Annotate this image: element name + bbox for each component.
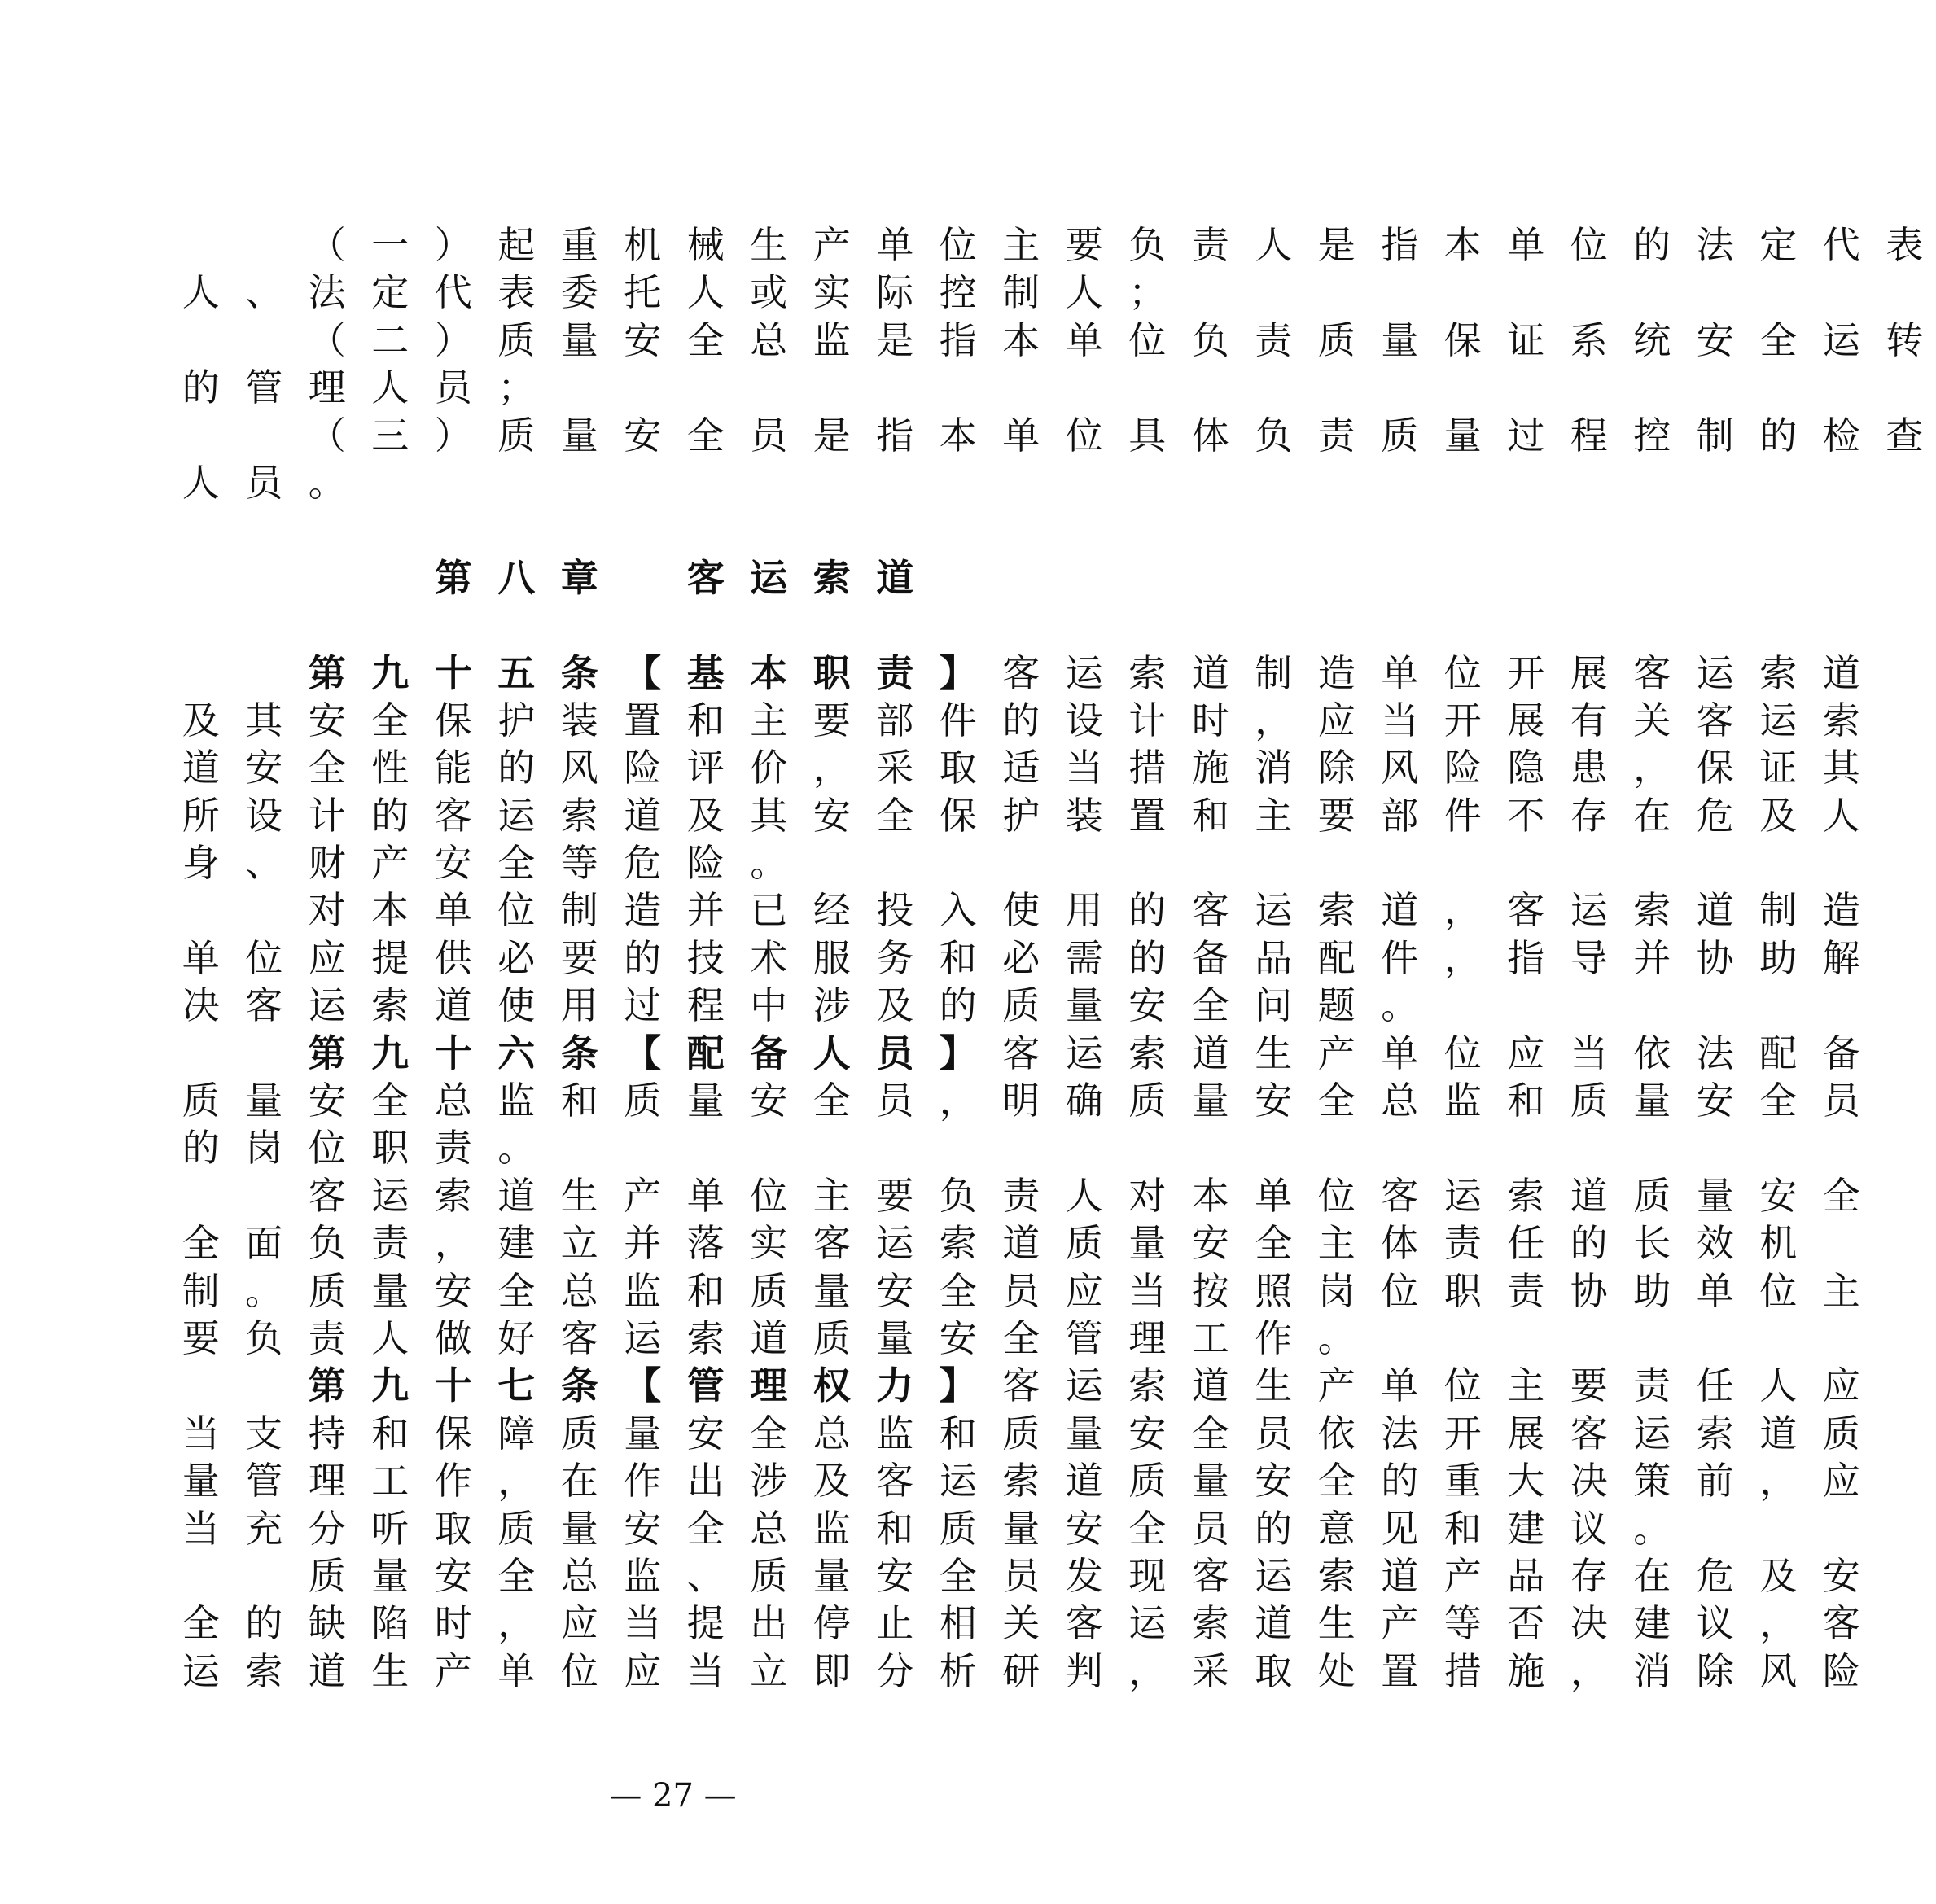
text-segment: 制 。 质 量 安 全 总 监 和 质 量 安 全 员 应 当 按 照 岗 位 职 责 协 助 单 位 主 (182, 1268, 1860, 1313)
text-segment: 量 管 理 工 作 ， 在 作 出 涉 及 客 运 索 道 质 量 安 全 的 重 大 决 策 前 ， 应 (182, 1459, 1860, 1504)
blank-line (169, 602, 1179, 649)
text-segment: 要 负 责 人 做 好 客 运 索 道 质 量 安 全 管 理 工 作 。 (182, 1315, 1356, 1360)
text-segment: 客 运 索 道 生 产 单 位 主 要 负 责 人 对 本 单 位 客 运 索 道 质 量 安 全 (308, 1173, 1860, 1218)
text-segment: 道 安 全 性 能 的 风 险 评 价 ， 采 取 适 当 措 施 消 除 风 险 隐 患 ， 保 证 其 (182, 746, 1860, 790)
text-line (169, 1267, 1860, 1315)
text-line (169, 934, 1860, 982)
text-segment: 客 运 索 道 生 产 单 位 应 当 依 法 配 备 (1002, 1031, 1860, 1075)
text-line (169, 744, 1860, 791)
text-segment: （ 一 ） 起 重 机 械 生 产 单 位 主 要 负 责 人 是 指 本 单 位 的 法 定 代 表 (308, 223, 1924, 267)
text-segment: 的 岗 位 职 责 。 (182, 1126, 536, 1171)
text-line (169, 221, 1924, 269)
article-title: 第 九 十 六 条 【 配 备 人 员 】 (308, 1031, 977, 1075)
text-line (169, 1172, 1860, 1219)
text-segment: 当 充 分 听 取 质 量 安 全 总 监 和 质 量 安 全 员 的 意 见 和 建 议 。 (182, 1506, 1671, 1551)
article-title: 第 八 章 客 运 索 道 (434, 555, 914, 600)
text-segment: 所 设 计 的 客 运 索 道 及 其 安 全 保 护 装 置 和 主 要 部 件 不 存 在 危 及 人 (182, 793, 1860, 838)
text-segment: 身 、 财 产 安 全 等 危 险 。 (182, 841, 788, 886)
text-segment: 单 位 应 提 供 必 要 的 技 术 服 务 和 必 需 的 备 品 配 件 ， 指 导 并 协 助 解 (182, 935, 1860, 980)
text-line (169, 1124, 1179, 1171)
text-segment: （ 二 ） 质 量 安 全 总 监 是 指 本 单 位 负 责 质 量 保 证 系 统 安 全 运 转 (308, 317, 1924, 362)
text-segment: 质 量 安 全 总 监 和 质 量 安 全 员 ， 明 确 质 量 安 全 总 监 和 质 量 安 全 员 (182, 1079, 1860, 1123)
text-line (169, 269, 1179, 316)
text-line (169, 1648, 1860, 1695)
text-line (169, 1362, 1860, 1409)
text-line (169, 1600, 1860, 1647)
document-body (169, 221, 1924, 1695)
text-segment: 运 索 道 生 产 单 位 应 当 立 即 分 析 研 判 ， 采 取 处 置 措 施 ， 消 除 风 险 (182, 1648, 1860, 1693)
text-segment: 质 量 安 全 总 监 、 质 量 安 全 员 发 现 客 运 索 道 产 品 存 在 危 及 安 (308, 1553, 1860, 1598)
text-line (169, 1457, 1860, 1504)
text-line (169, 792, 1860, 839)
text-segment: 全 面 负 责 ， 建 立 并 落 实 客 运 索 道 质 量 安 全 主 体 责 任 的 长 效 机 (182, 1221, 1798, 1266)
text-segment: 客 运 索 道 制 造 单 位 开 展 客 运 索 道 (1002, 650, 1860, 695)
text-segment: 客 运 索 道 生 产 单 位 主 要 责 任 人 应 (1002, 1363, 1860, 1408)
text-line (169, 412, 1924, 459)
text-line (169, 1410, 1860, 1457)
text-segment: 全 的 缺 陷 时 ， 应 当 提 出 停 止 相 关 客 运 索 道 生 产 等 否 决 建 议 ， 客 (182, 1601, 1860, 1646)
text-line (169, 1552, 1860, 1600)
text-line (169, 839, 1179, 886)
article-title: 第 九 十 五 条 【 基 本 职 责 】 (308, 650, 977, 695)
text-line (169, 1219, 1798, 1267)
text-segment: 的 管 理 人 员 ； (182, 365, 536, 410)
text-segment: 当 支 持 和 保 障 质 量 安 全 总 监 和 质 量 安 全 员 依 法 开 展 客 运 索 道 质 (182, 1411, 1860, 1455)
text-segment: 对 本 单 位 制 造 并 已 经 投 入 使 用 的 客 运 索 道 ， 客 运 索 道 制 造 (308, 888, 1860, 933)
text-segment: （ 三 ） 质 量 安 全 员 是 指 本 单 位 具 体 负 责 质 量 过 程 控 制 的 检 查 (308, 413, 1924, 457)
blank-line (169, 506, 1179, 554)
text-line (169, 317, 1924, 364)
text-segment: 人 、 法 定 代 表 委 托 人 或 实 际 控 制 人 ； (182, 270, 1167, 315)
page-number: — 27 — (609, 1777, 737, 1814)
text-line (169, 459, 1179, 506)
text-line (169, 1030, 1860, 1077)
text-line (169, 1315, 1356, 1362)
text-line (169, 1505, 1671, 1552)
text-line (169, 886, 1860, 934)
text-segment: 决 客 运 索 道 使 用 过 程 中 涉 及 的 质 量 安 全 问 题 。 (182, 983, 1419, 1028)
text-segment: 及 其 安 全 保 护 装 置 和 主 要 部 件 的 设 计 时 ， 应 当 开 展 有 关 客 运 索 (182, 698, 1860, 742)
text-line (169, 650, 1860, 697)
text-segment: 人 员 。 (182, 460, 346, 505)
text-line (169, 1077, 1860, 1124)
chapter-heading (169, 554, 1179, 602)
text-line (169, 697, 1860, 744)
article-title: 第 九 十 七 条 【 管 理 权 力 】 (308, 1363, 977, 1408)
text-line (169, 982, 1419, 1029)
text-line (169, 364, 1179, 411)
